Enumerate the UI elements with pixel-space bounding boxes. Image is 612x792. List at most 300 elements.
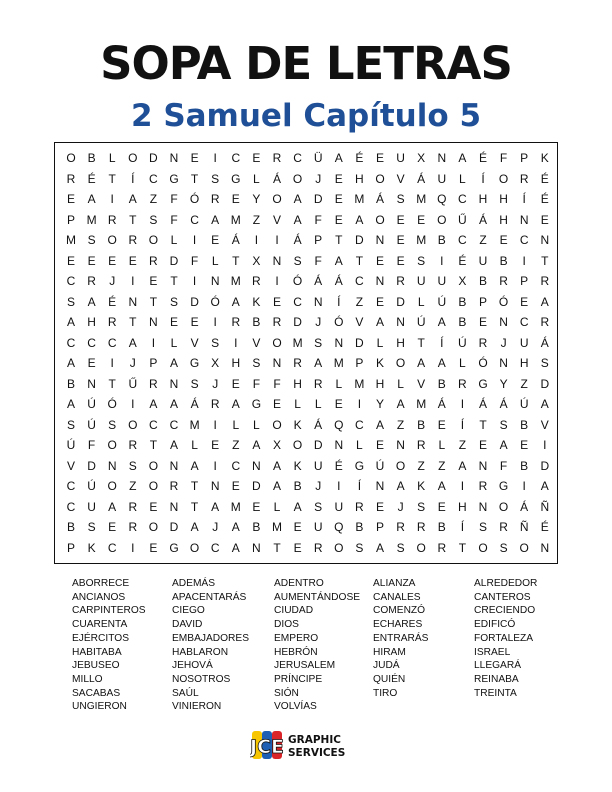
grid-letter: E xyxy=(499,233,508,247)
grid-letter: Á xyxy=(520,499,529,514)
grid-letter: E xyxy=(66,253,75,268)
grid-letter: Í xyxy=(481,171,485,186)
grid-letter: R xyxy=(396,274,405,288)
grid-letter: Ú xyxy=(416,315,426,329)
grid-letter: B xyxy=(520,458,529,473)
grid-letter: S xyxy=(417,253,426,268)
grid-letter: H xyxy=(499,212,508,227)
grid-letter: I xyxy=(337,479,341,493)
grid-letter: B xyxy=(499,253,508,268)
grid-letter: U xyxy=(334,499,344,514)
grid-letter: N xyxy=(540,233,550,247)
grid-letter: S xyxy=(540,356,549,370)
grid-letter: Í xyxy=(460,417,465,432)
grid-letter: K xyxy=(540,151,549,165)
grid-letter: E xyxy=(375,151,384,165)
grid-letter: C xyxy=(87,335,96,350)
grid-letter: Ű xyxy=(458,212,467,227)
grid-letter: V xyxy=(396,171,405,186)
grid-letter: F xyxy=(190,253,199,268)
word-item: CIUDAD xyxy=(274,605,314,617)
grid-letter: E xyxy=(437,499,446,514)
grid-letter: R xyxy=(540,274,550,288)
grid-letter: H xyxy=(458,499,467,514)
grid-letter: T xyxy=(417,335,425,350)
grid-letter: E xyxy=(87,356,96,370)
grid-letter: E xyxy=(396,253,405,268)
grid-letter: B xyxy=(252,315,261,329)
grid-letter: O xyxy=(498,171,509,186)
grid-letter: A xyxy=(169,397,178,411)
grid-letter: C xyxy=(355,417,364,432)
grid-letter: Í xyxy=(440,335,444,350)
grid-letter: N xyxy=(210,479,220,493)
word-item: PRÍNCIPE xyxy=(274,673,323,685)
grid-letter: F xyxy=(273,376,281,391)
grid-letter: E xyxy=(87,253,96,268)
grid-letter: M xyxy=(416,192,427,206)
word-item: MILLO xyxy=(72,673,103,685)
grid-row xyxy=(55,352,559,374)
grid-letter: S xyxy=(87,520,96,534)
word-item: ISRAEL xyxy=(474,646,511,658)
grid-letter: A xyxy=(211,212,220,227)
grid-letter: H xyxy=(355,171,364,186)
grid-letter: D xyxy=(190,294,199,309)
grid-letter: Ó xyxy=(498,294,509,309)
grid-letter: N xyxy=(128,294,138,309)
grid-letter: G xyxy=(231,171,241,186)
grid-letter: D xyxy=(396,294,405,309)
grid-row xyxy=(55,188,559,210)
word-item: CIEGO xyxy=(172,605,205,617)
grid-letter: O xyxy=(437,212,447,227)
grid-letter: N xyxy=(169,458,179,473)
grid-letter: E xyxy=(334,212,343,227)
grid-letter: Q xyxy=(334,520,344,534)
grid-letter: Ú xyxy=(375,458,385,473)
grid-letter: O xyxy=(292,171,303,186)
grid-letter: D xyxy=(149,151,158,165)
grid-letter: A xyxy=(355,212,364,227)
grid-letter: S xyxy=(478,520,487,534)
grid-letter: M xyxy=(354,376,365,391)
grid-letter: O xyxy=(148,233,159,247)
word-column xyxy=(72,577,172,714)
grid-letter: I xyxy=(460,397,465,411)
grid-letter: D xyxy=(313,192,323,206)
grid-letter: E xyxy=(437,417,446,432)
grid-letter: K xyxy=(252,294,261,309)
grid-letter: K xyxy=(417,479,426,493)
grid-letter: A xyxy=(293,499,302,514)
grid-letter: G xyxy=(169,540,179,555)
grid-letter: Ñ xyxy=(519,520,529,534)
grid-letter: L xyxy=(191,438,198,452)
grid-letter: Á xyxy=(314,274,323,288)
grid-letter: R xyxy=(313,540,323,555)
grid-letter: L xyxy=(397,376,404,391)
grid-letter: B xyxy=(66,520,75,534)
word-column xyxy=(172,577,272,714)
grid-letter: R xyxy=(499,520,508,534)
grid-letter: O xyxy=(395,356,406,370)
grid-letter: E xyxy=(396,212,405,227)
grid-letter: F xyxy=(499,458,508,473)
grid-letter: S xyxy=(396,192,405,206)
grid-letter: S xyxy=(211,335,220,350)
word-item: UNGIERON xyxy=(72,701,127,713)
grid-letter: Á xyxy=(272,171,281,186)
grid-letter: C xyxy=(231,458,241,473)
grid-row xyxy=(55,393,559,415)
grid-letter: I xyxy=(131,274,135,288)
grid-letter: R xyxy=(519,171,529,186)
grid-letter: É xyxy=(355,151,364,165)
grid-row xyxy=(55,147,559,169)
grid-letter: R xyxy=(272,315,282,329)
grid-letter: C xyxy=(149,171,158,186)
grid-letter: Y xyxy=(252,192,261,206)
grid-letter: E xyxy=(149,540,158,555)
grid-letter: N xyxy=(169,151,179,165)
grid-letter: R xyxy=(107,212,117,227)
grid-letter: V xyxy=(417,376,426,391)
grid-letter: I xyxy=(440,253,444,268)
grid-letter: D xyxy=(540,376,550,391)
grid-letter: E xyxy=(334,397,343,411)
grid-letter: O xyxy=(107,479,117,493)
grid-letter: D xyxy=(293,315,302,329)
grid-letter: E xyxy=(231,479,240,493)
grid-letter: N xyxy=(252,458,261,473)
grid-letter: Í xyxy=(460,520,465,534)
grid-letter: V xyxy=(66,458,75,473)
grid-letter: R xyxy=(478,335,488,350)
grid-letter: B xyxy=(437,520,446,534)
grid-letter: M xyxy=(333,356,344,370)
grid-letter: V xyxy=(355,315,364,329)
grid-letter: E xyxy=(211,438,220,452)
grid-letter: R xyxy=(66,171,76,186)
grid-letter: Í xyxy=(357,479,362,493)
grid-letter: S xyxy=(87,233,96,247)
word-item: DAVID xyxy=(172,619,203,631)
page-title: SOPA DE LETRAS xyxy=(100,37,512,90)
grid-letter: J xyxy=(315,171,322,186)
grid-letter: A xyxy=(128,335,137,350)
grid-letter: A xyxy=(499,438,508,452)
grid-letter: S xyxy=(355,540,364,555)
grid-letter: A xyxy=(375,315,384,329)
grid-row xyxy=(55,291,559,313)
grid-letter: N xyxy=(313,294,323,309)
grid-letter: D xyxy=(252,479,261,493)
grid-letter: T xyxy=(129,315,137,329)
grid-letter: S xyxy=(499,417,508,432)
grid-letter: U xyxy=(87,499,96,514)
grid-letter: E xyxy=(128,253,137,268)
grid-row xyxy=(55,373,559,395)
grid-letter: Z xyxy=(417,458,425,473)
grid-letter: A xyxy=(458,458,467,473)
grid-letter: N xyxy=(210,274,220,288)
grid-letter: I xyxy=(131,397,135,411)
grid-letter: E xyxy=(66,192,75,206)
logo-line-2: SERVICES xyxy=(288,747,346,759)
grid-letter: I xyxy=(357,397,362,411)
grid-letter: Á xyxy=(190,397,199,411)
grid-letter: X xyxy=(252,253,261,268)
grid-letter: A xyxy=(458,151,467,165)
grid-letter: O xyxy=(272,335,282,350)
grid-letter: I xyxy=(275,274,279,288)
word-item: ALIANZA xyxy=(373,578,416,589)
grid-letter: Í xyxy=(131,171,135,186)
grid-letter: C xyxy=(519,315,529,329)
grid-letter: J xyxy=(315,315,322,329)
grid-letter: É xyxy=(540,192,549,206)
grid-letter: Z xyxy=(458,438,467,452)
grid-letter: I xyxy=(213,151,217,165)
grid-letter: B xyxy=(437,233,446,247)
grid-letter: E xyxy=(334,192,343,206)
grid-letter: J xyxy=(212,520,219,534)
grid-letter: L xyxy=(211,253,219,268)
grid-letter: C xyxy=(293,294,302,309)
grid-letter: Á xyxy=(499,397,508,411)
grid-letter: M xyxy=(66,233,76,247)
grid-letter: E xyxy=(375,294,384,309)
grid-letter: C xyxy=(231,151,241,165)
grid-letter: N xyxy=(396,315,405,329)
grid-letter: H xyxy=(231,356,241,370)
grid-letter: O xyxy=(148,479,159,493)
grid-letter: I xyxy=(213,417,217,432)
grid-letter: M xyxy=(86,212,97,227)
grid-letter: G xyxy=(354,458,365,473)
grid-letter: M xyxy=(230,499,241,514)
grid-letter: E xyxy=(252,499,261,514)
grid-letter: S xyxy=(499,540,508,555)
word-item: TIRO xyxy=(373,687,398,699)
grid-letter: N xyxy=(499,315,508,329)
grid-letter: R xyxy=(396,520,405,534)
word-item: VINIERON xyxy=(172,701,222,713)
grid-letter: T xyxy=(190,499,199,514)
grid-letter: Ú xyxy=(87,479,96,493)
grid-letter: Á xyxy=(540,335,549,350)
grid-letter: V xyxy=(540,417,549,432)
grid-letter: S xyxy=(190,376,199,391)
grid-letter: P xyxy=(520,274,529,288)
grid-letter: N xyxy=(169,376,179,391)
word-item: CANALES xyxy=(373,591,421,603)
grid-letter: L xyxy=(253,417,260,432)
grid-letter: S xyxy=(396,540,405,555)
grid-letter: A xyxy=(417,356,426,370)
grid-letter: Á xyxy=(437,397,446,411)
grid-letter: M xyxy=(416,397,427,411)
grid-letter: R xyxy=(107,315,117,329)
grid-letter: C xyxy=(355,274,364,288)
word-item: ALREDEDOR xyxy=(474,578,538,589)
grid-letter: B xyxy=(293,479,302,493)
grid-letter: É xyxy=(108,294,117,309)
grid-letter: G xyxy=(189,356,200,370)
grid-letter: R xyxy=(252,274,261,288)
grid-letter: I xyxy=(460,479,465,493)
grid-letter: K xyxy=(293,458,302,473)
grid-letter: I xyxy=(192,274,197,288)
word-item: JERUSALEM xyxy=(274,660,336,672)
grid-letter: A xyxy=(231,520,240,534)
grid-letter: Z xyxy=(479,233,487,247)
grid-letter: E xyxy=(520,294,529,309)
grid-letter: O xyxy=(66,151,76,165)
grid-letter: H xyxy=(87,315,96,329)
grid-letter: E xyxy=(190,151,199,165)
grid-letter: E xyxy=(149,499,158,514)
grid-letter: Ü xyxy=(313,151,323,165)
grid-row xyxy=(55,516,559,538)
grid-letter: R xyxy=(416,438,426,452)
grid-letter: B xyxy=(478,274,487,288)
grid-letter: F xyxy=(170,192,178,206)
grid-letter: G xyxy=(478,376,488,391)
word-item: TREINTA xyxy=(474,687,517,699)
grid-letter: U xyxy=(313,520,323,534)
grid-letter: L xyxy=(438,438,446,452)
grid-letter: T xyxy=(149,294,158,309)
grid-letter: M xyxy=(292,335,303,350)
grid-letter: L xyxy=(314,397,322,411)
grid-letter: E xyxy=(272,294,281,309)
grid-letter: S xyxy=(314,499,323,514)
grid-row xyxy=(55,250,559,272)
grid-letter: C xyxy=(66,335,76,350)
grid-letter: N xyxy=(375,479,385,493)
grid-letter: H xyxy=(293,376,302,391)
grid-row xyxy=(55,168,559,190)
grid-letter: M xyxy=(230,212,241,227)
grid-letter: L xyxy=(108,151,116,165)
grid-letter: N xyxy=(375,233,385,247)
grid-letter: T xyxy=(232,253,240,268)
grid-letter: T xyxy=(190,171,199,186)
word-column xyxy=(274,577,374,714)
grid-letter: M xyxy=(189,417,200,432)
grid-letter: D xyxy=(355,233,364,247)
word-item: HEBRÓN xyxy=(274,646,318,658)
grid-letter: S xyxy=(169,294,178,309)
word-item: ADEMÁS xyxy=(172,578,216,589)
word-item: APACENTARÁS xyxy=(172,591,247,603)
grid-letter: E xyxy=(478,438,487,452)
grid-letter: C xyxy=(190,212,199,227)
grid-letter: J xyxy=(397,499,404,514)
grid-letter: A xyxy=(437,356,446,370)
grid-letter: Á xyxy=(231,233,240,247)
grid-letter: L xyxy=(170,335,178,350)
grid-letter: L xyxy=(459,171,466,186)
grid-letter: E xyxy=(478,315,487,329)
word-item: HIRAM xyxy=(373,646,406,658)
grid-letter: O xyxy=(375,171,385,186)
grid-letter: N xyxy=(272,253,282,268)
grid-letter: O xyxy=(519,540,529,555)
grid-letter: Ú xyxy=(519,397,529,411)
grid-letter: I xyxy=(213,458,217,473)
grid-letter: T xyxy=(129,212,137,227)
grid-letter: Ú xyxy=(437,294,447,309)
grid-letter: H xyxy=(375,376,385,391)
grid-letter: A xyxy=(437,315,446,329)
grid-letter: O xyxy=(128,417,138,432)
grid-letter: E xyxy=(417,212,426,227)
grid-letter: X xyxy=(458,274,467,288)
grid-letter: R xyxy=(272,151,282,165)
grid-letter: H xyxy=(396,335,405,350)
grid-letter: T xyxy=(273,540,281,555)
grid-row xyxy=(55,475,559,497)
grid-letter: E xyxy=(375,253,384,268)
grid-letter: N xyxy=(540,540,550,555)
grid-letter: L xyxy=(335,376,343,391)
word-item: NOSOTROS xyxy=(172,673,231,685)
grid-letter: A xyxy=(396,479,405,493)
grid-letter: I xyxy=(110,192,114,206)
word-column xyxy=(373,577,473,700)
grid-letter: T xyxy=(355,253,364,268)
grid-letter: J xyxy=(315,479,322,493)
grid-letter: R xyxy=(210,192,220,206)
grid-letter: R xyxy=(128,499,138,514)
grid-letter: O xyxy=(498,499,509,514)
grid-letter: T xyxy=(170,274,178,288)
grid-letter: É xyxy=(334,458,343,473)
word-item: SACABAS xyxy=(72,687,121,699)
grid-letter: P xyxy=(314,233,323,247)
grid-letter: Z xyxy=(520,376,528,391)
grid-letter: S xyxy=(66,417,75,432)
grid-letter: E xyxy=(540,212,549,227)
grid-letter: A xyxy=(169,356,178,370)
grid-letter: Ú xyxy=(66,438,76,452)
grid-letter: N xyxy=(87,376,96,391)
grid-letter: Ú xyxy=(87,397,96,411)
grid-letter: F xyxy=(252,376,261,391)
word-item: HABITABA xyxy=(72,646,122,658)
grid-letter: S xyxy=(417,499,426,514)
grid-letter: E xyxy=(190,315,199,329)
word-item: ENTRARÁS xyxy=(373,632,429,644)
grid-letter: X xyxy=(211,356,220,370)
grid-letter: O xyxy=(416,540,426,555)
grid-letter: S xyxy=(108,417,117,432)
grid-letter: B xyxy=(66,376,75,391)
grid-letter: Z xyxy=(396,417,405,432)
word-item: CANTEROS xyxy=(474,591,531,603)
grid-letter: O xyxy=(189,540,200,555)
grid-letter: C xyxy=(66,499,76,514)
grid-letter: Ú xyxy=(458,335,467,350)
grid-letter: X xyxy=(272,438,281,452)
grid-letter: R xyxy=(128,233,138,247)
grid-letter: A xyxy=(272,479,281,493)
grid-letter: E xyxy=(108,253,117,268)
grid-letter: O xyxy=(107,438,117,452)
